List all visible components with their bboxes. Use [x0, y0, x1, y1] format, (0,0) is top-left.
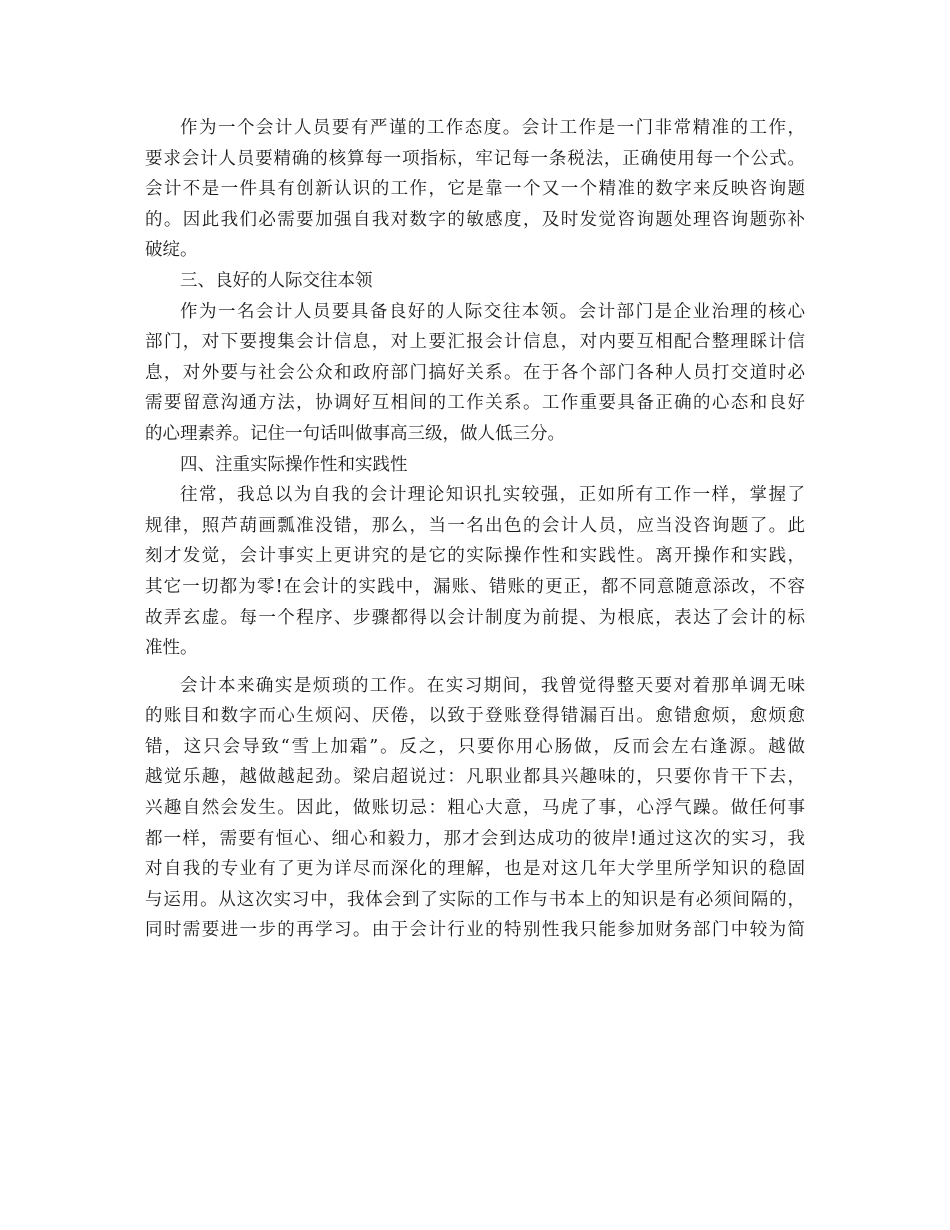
paragraph-line: 需要留意沟通方法，协调好互相间的工作关系。工作重要具备正确的心态和良好	[145, 393, 805, 414]
paragraph-line: 都一样，需要有恒心、细心和毅力，那才会到达成功的彼岸!通过这次的实习，我	[145, 828, 805, 849]
paragraph-line: 的心理素养。记住一句话叫做事高三级，做人低三分。	[145, 423, 565, 444]
paragraph-line: 作为一名会计人员要具备良好的人际交往本领。会计部门是企业治理的核心	[180, 301, 805, 322]
paragraph-line: 越觉乐趣，越做越起劲。梁启超说过：凡职业都具兴趣味的，只要你肯干下去，	[145, 767, 805, 788]
paragraph-line: 破绽。	[145, 240, 198, 261]
paragraph-line: 故弄玄虚。每一个程序、步骤都得以会计制度为前提、为根底，表达了会计的标	[145, 607, 805, 628]
paragraph-line: 兴趣自然会发生。因此，做账切忌：粗心大意，马虎了事，心浮气躁。做任何事	[145, 798, 805, 819]
paragraph-line: 对自我的专业有了更为详尽而深化的理解，也是对这几年大学里所学知识的稳固	[145, 859, 805, 880]
paragraph-line: 错，这只会导致“雪上加霜”。反之，只要你用心肠做，反而会左右逢源。越做	[145, 736, 805, 757]
document-body	[145, 113, 805, 946]
paragraph-line: 其它一切都为零!在会计的实践中，漏账、错账的更正，都不同意随意添改，不容	[145, 576, 805, 597]
paragraph-line: 与运用。从这次实习中，我体会到了实际的工作与书本上的知识是有必须间隔的，	[145, 889, 805, 910]
paragraph-line: 的。因此我们必需要加强自我对数字的敏感度，及时发觉咨询题处理咨询题弥补	[145, 209, 805, 230]
paragraph-line: 部门，对下要搜集会计信息，对上要汇报会计信息，对内要互相配合整理睬计信	[145, 332, 805, 353]
paragraph-line: 同时需要进一步的再学习。由于会计行业的特别性我只能参加财务部门中较为简	[145, 920, 805, 941]
paragraph-line: 会计不是一件具有创新认识的工作，它是靠一个又一个精准的数字来反映咨询题	[145, 179, 805, 200]
paragraph-line: 规律，照芦葫画瓢准没错，那么，当一名出色的会计人员，应当没咨询题了。此	[145, 515, 805, 536]
paragraph-line: 息，对外要与社会公众和政府部门搞好关系。在于各个部门各种人员打交道时必	[145, 362, 805, 383]
paragraph-line: 要求会计人员要精确的核算每一项指标，牢记每一条税法，正确使用每一个公式。	[145, 148, 805, 169]
paragraph-line: 刻才发觉，会计事实上更讲究的是它的实际操作性和实践性。离开操作和实践，	[145, 546, 805, 567]
paragraph-line: 会计本来确实是烦琐的工作。在实习期间，我曾觉得整天要对着那单调无味	[180, 675, 805, 696]
paragraph-line: 的账目和数字而心生烦闷、厌倦，以致于登账登得错漏百出。愈错愈烦，愈烦愈	[145, 706, 805, 727]
paragraph-line: 准性。	[145, 638, 198, 659]
paragraph-line: 作为一个会计人员要有严谨的工作态度。会计工作是一门非常精准的工作，	[180, 118, 805, 138]
paragraph-line: 往常，我总以为自我的会计理论知识扎实较强，正如所有工作一样，掌握了	[180, 485, 805, 506]
section-heading: 四、注重实际操作性和实践性	[180, 454, 408, 475]
section-heading: 三、良好的人际交往本领	[180, 270, 373, 291]
